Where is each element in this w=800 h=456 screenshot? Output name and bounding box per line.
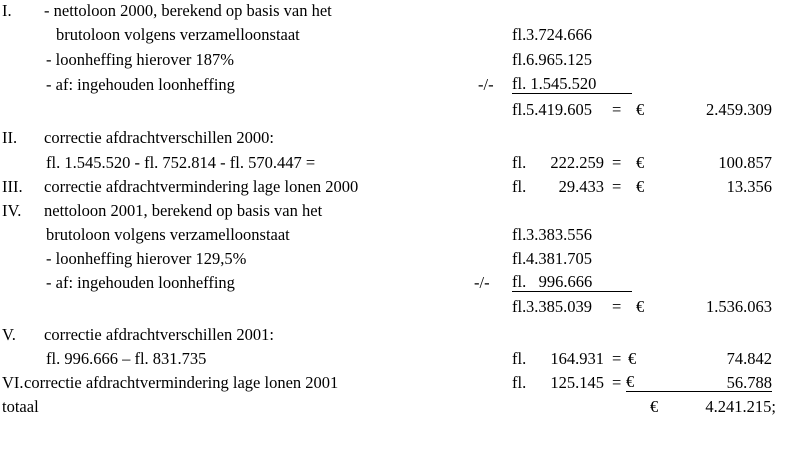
row-vi [0,372,800,394]
guilder-symbol: fl. [512,50,527,69]
guilder-symbol: fl. [512,373,527,392]
equals-sign: = [612,153,622,172]
guilder-symbol: fl. [512,100,527,119]
item-text: - loonheffing hierover 129,5% [46,249,247,268]
row-loonheffing-2001 [0,248,800,270]
guilder-amount: 3.724.666 [526,25,592,44]
minus-operator: -/- [478,75,494,94]
euro-symbol: € [636,153,645,172]
euro-symbol: € [628,349,637,368]
guilder-symbol: fl. [512,272,527,291]
roman-numeral: I. [2,1,12,20]
guilder-symbol: fl. [512,349,527,368]
equals-sign: = [612,297,622,316]
item-text: correctie afdrachtverschillen 2000: [44,128,274,147]
guilder-symbol: fl. [512,74,527,93]
euro-amount: 100.857 [718,153,772,172]
guilder-amount: 3.383.556 [526,225,592,244]
minus-operator: -/- [474,273,490,292]
guilder-symbol: fl. [512,153,527,172]
roman-numeral: VI. [2,373,24,392]
row-iii [0,176,800,198]
item-text: - af: ingehouden loonheffing [46,75,235,94]
item-text: nettoloon 2001, berekend op basis van het [44,201,323,220]
item-text: correctie afdrachtvermindering lage lonen 2000 [44,177,359,196]
guilder-symbol: fl. [512,177,527,196]
equals-sign: = [612,177,622,196]
item-text: brutoloon volgens verzamelloonstaat [56,25,300,44]
item-text: brutoloon volgens verzamelloonstaat [46,225,290,244]
euro-symbol: € [636,100,645,119]
row-i-heading [0,0,800,22]
item-text: correctie afdrachtverschillen 2001: [44,325,274,344]
item-text: correctie afdrachtvermindering lage lonen 2001 [24,373,339,392]
guilder-symbol: fl. [512,225,527,244]
item-text: fl. 996.666 – fl. 831.735 [46,349,207,368]
equals-sign: = [612,373,622,392]
underlined-amount [512,74,632,94]
guilder-symbol: fl. [512,25,527,44]
euro-symbol: € [636,177,645,196]
item-text: - nettoloon 2000, berekend op basis van het [44,1,332,20]
guilder-amount: 3.385.039 [526,297,592,316]
guilder-amount: 5.419.605 [526,100,592,119]
item-text: fl. 1.545.520 - fl. 752.814 - fl. 570.447 = [46,153,316,172]
euro-amount: 1.536.063 [706,297,772,316]
equals-sign: = [612,349,622,368]
item-text: - loonheffing hierover 187% [46,50,235,69]
euro-amount: 2.459.309 [706,100,772,119]
guilder-amount: 1.545.520 [530,74,597,93]
guilder-symbol: fl. [512,249,527,268]
row-brutoloon-2001 [0,224,800,246]
equals-sign: = [612,100,622,119]
row-afdracht-2001 [0,348,800,370]
total-label: totaal [2,397,39,416]
row-brutoloon-2000 [0,24,800,46]
row-ii-heading [0,127,800,149]
row-subtotal-2001 [0,296,800,318]
roman-numeral: II. [2,128,18,147]
row-ingehouden-2001 [0,272,800,294]
euro-symbol: € [626,372,635,391]
row-iv-heading [0,200,800,222]
euro-symbol: € [650,397,659,416]
euro-amount: 74.842 [726,349,772,368]
guilder-amount: 164.931 [550,349,604,368]
guilder-amount: 125.145 [550,373,604,392]
row-subtotal-2000 [0,99,800,121]
guilder-amount: 29.433 [558,177,604,196]
underlined-amount [512,272,632,292]
item-text: - af: ingehouden loonheffing [46,273,235,292]
row-ingehouden-2000 [0,74,800,96]
roman-numeral: IV. [2,201,22,220]
row-loonheffing-2000 [0,49,800,71]
row-v-heading [0,324,800,346]
euro-amount: 56.788 [726,373,772,392]
roman-numeral: V. [2,325,16,344]
euro-amount: 4.241.215; [705,397,776,416]
guilder-amount: 222.259 [550,153,604,172]
roman-numeral: III. [2,177,23,196]
euro-amount: 13.356 [726,177,772,196]
euro-symbol: € [636,297,645,316]
row-afdracht-2000 [0,152,800,174]
guilder-symbol: fl. [512,297,527,316]
guilder-amount: 4.381.705 [526,249,592,268]
guilder-amount: 6.965.125 [526,50,592,69]
guilder-amount: 996.666 [538,272,593,291]
row-totaal [0,396,800,418]
